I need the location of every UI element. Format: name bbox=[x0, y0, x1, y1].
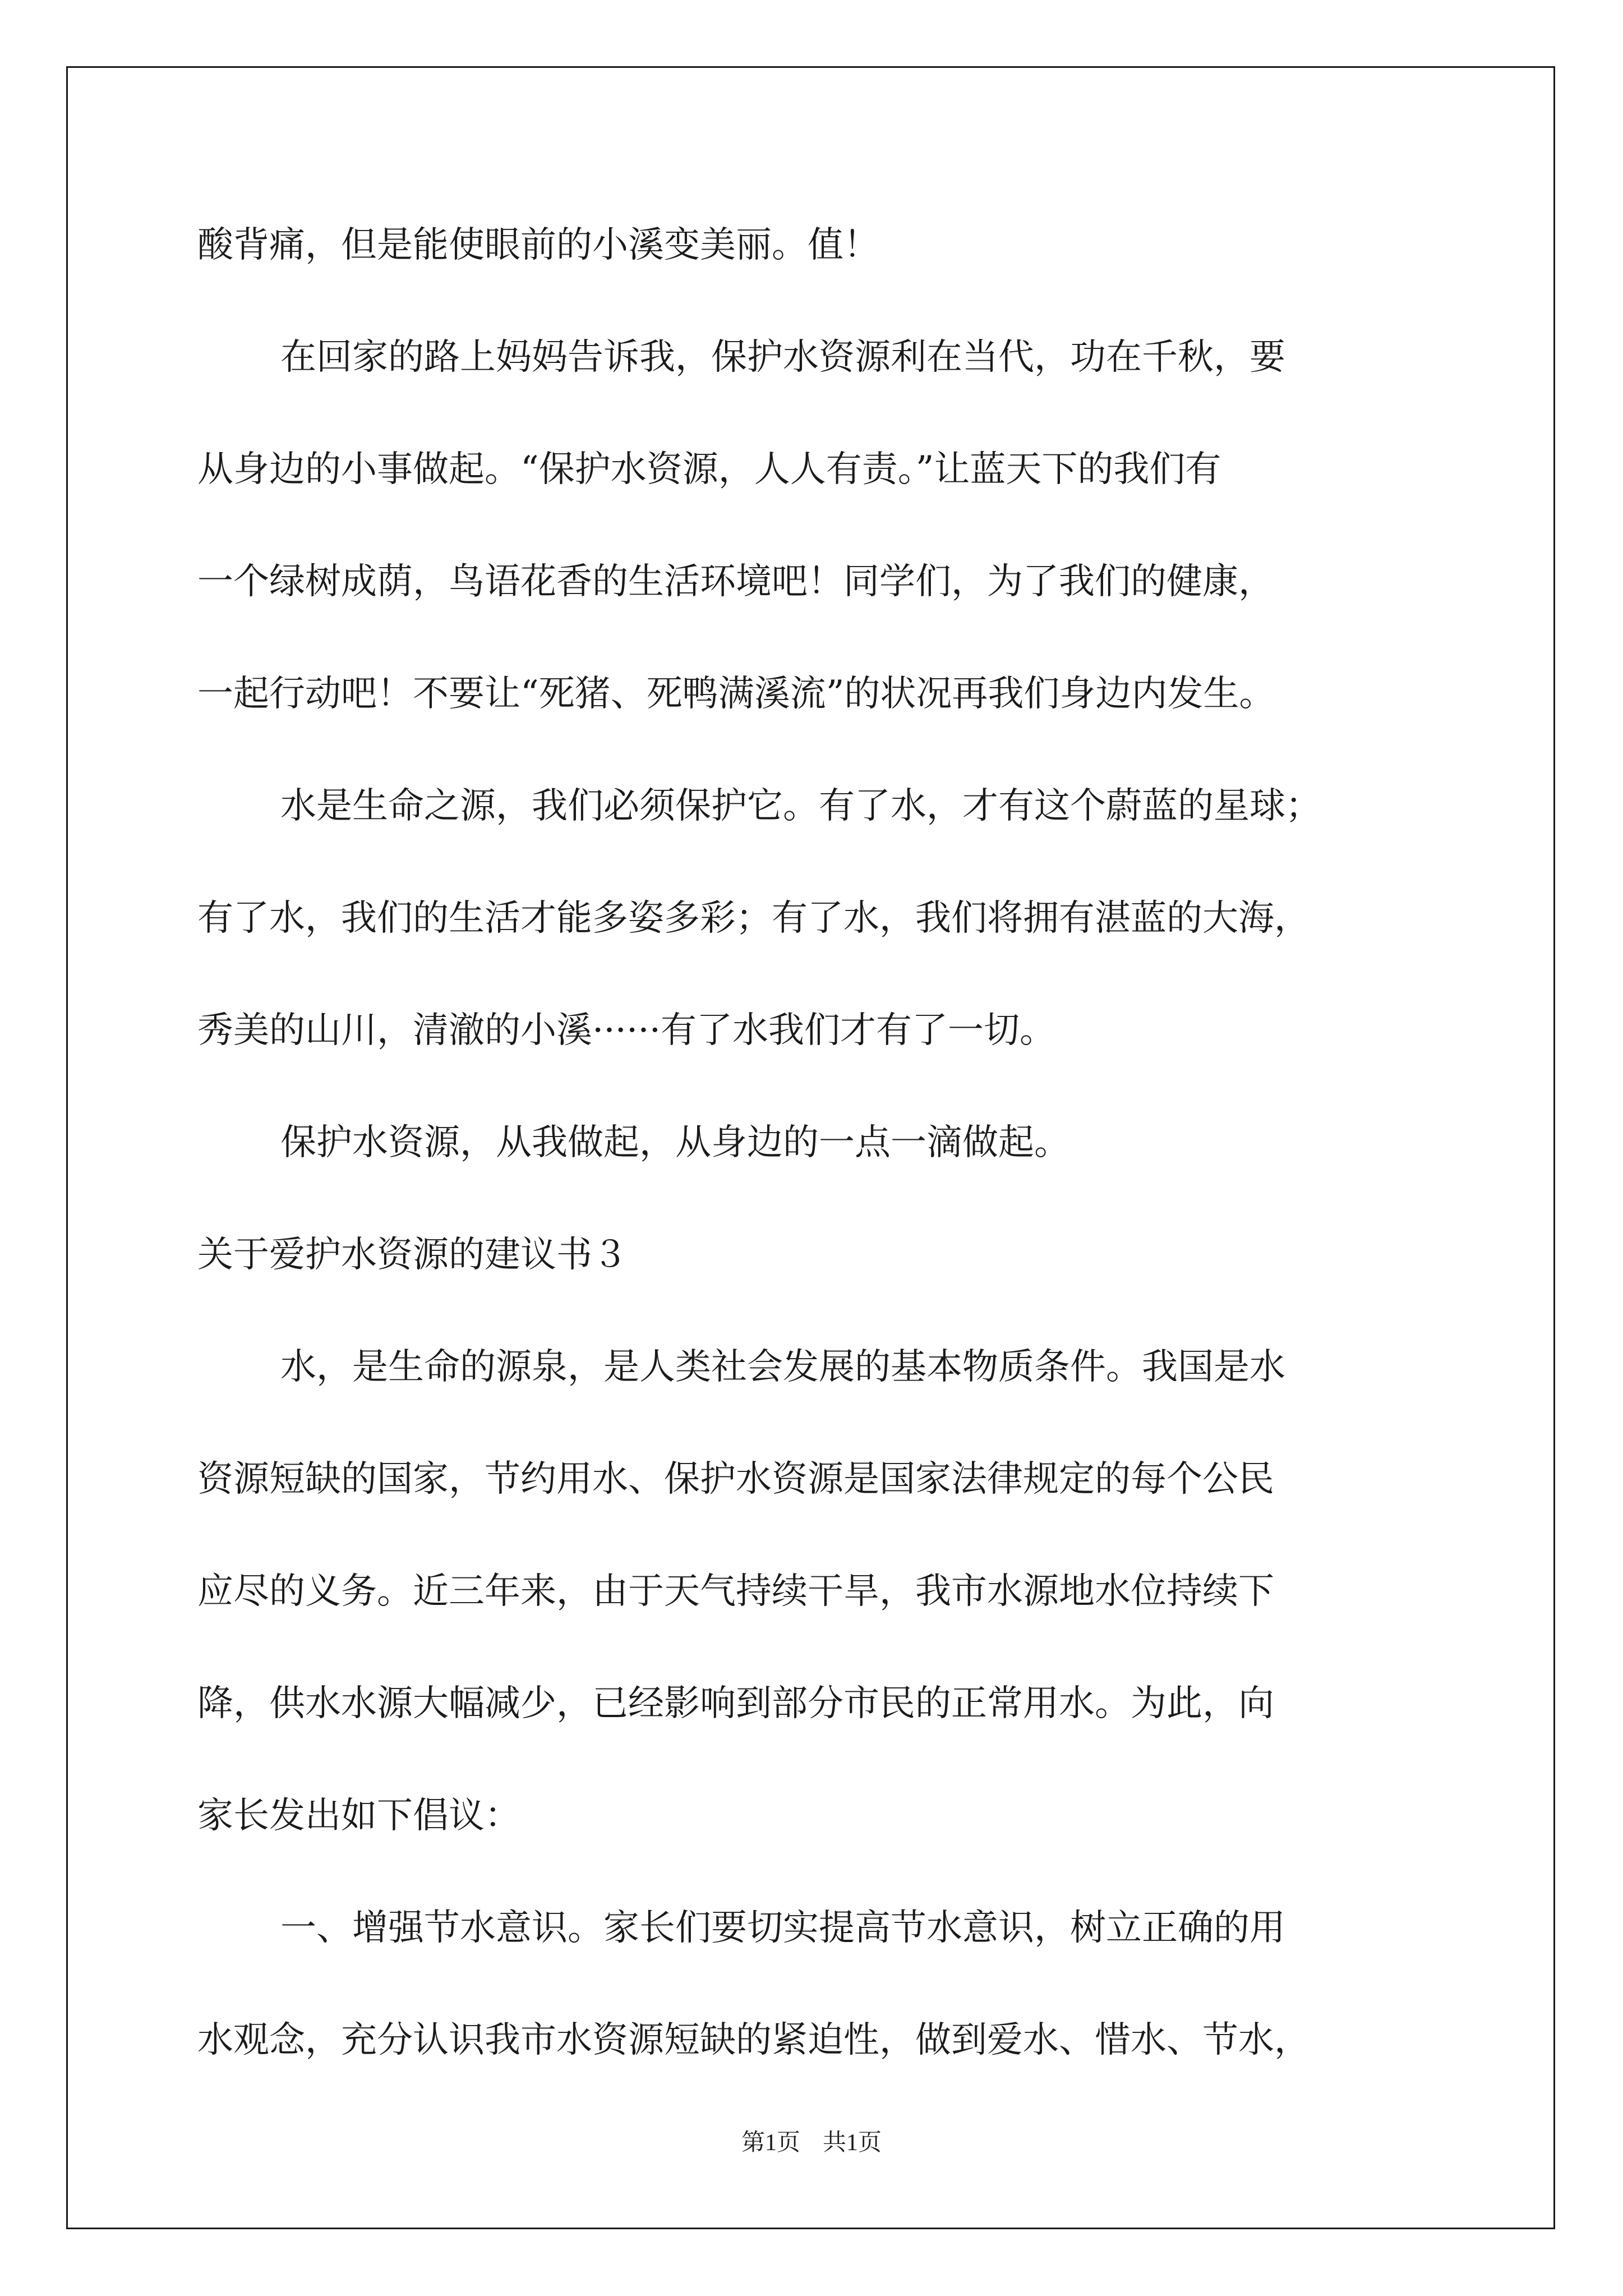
text-line: 一个绿树成荫，鸟语花香的生活环境吧！同学们，为了我们的健康， bbox=[197, 561, 1274, 602]
text-line: 从身边的小事做起。“保护水资源，人人有责。”让蓝天下的我们有 bbox=[197, 449, 1221, 490]
page-total: 共1页 bbox=[823, 2130, 882, 2156]
text-line: 水，是生命的源泉，是人类社会发展的基本物质条件。我国是水 bbox=[280, 1346, 1285, 1388]
text-line: 资源短缺的国家，节约用水、保护水资源是国家法律规定的每个公民 bbox=[197, 1458, 1274, 1500]
text-line: 在回家的路上妈妈告诉我，保护水资源利在当代，功在千秋，要 bbox=[280, 337, 1285, 378]
text-line: 水是生命之源，我们必须保护它。有了水，才有这个蔚蓝的星球； bbox=[280, 785, 1321, 827]
text-line: 应尽的义务。近三年来，由于天气持续干旱，我市水源地水位持续下 bbox=[197, 1571, 1274, 1612]
text-line: 酸背痛，但是能使眼前的小溪变美丽。值！ bbox=[197, 224, 879, 266]
text-line: 降，供水水源大幅减少，已经影响到部分市民的正常用水。为此，向 bbox=[197, 1683, 1274, 1724]
text-line: 一、增强节水意识。家长们要切实提高节水意识，树立正确的用 bbox=[280, 1907, 1285, 1949]
text-line: 家长发出如下倡议： bbox=[197, 1795, 520, 1837]
text-line: 保护水资源，从我做起，从身边的一点一滴做起。 bbox=[280, 1122, 1070, 1163]
page-number: 第1页 bbox=[741, 2130, 800, 2156]
section-heading: 关于爱护水资源的建议书３ bbox=[197, 1234, 628, 1276]
text-line: 有了水，我们的生活才能多姿多彩；有了水，我们将拥有湛蓝的大海， bbox=[197, 898, 1310, 939]
page-footer bbox=[0, 2127, 1623, 2159]
text-line: 水观念，充分认识我市水资源短缺的紧迫性，做到爱水、惜水、节水， bbox=[197, 2019, 1310, 2061]
text-line: 秀美的山川，清澈的小溪······有了水我们才有了一切。 bbox=[197, 1010, 1056, 1051]
text-line: 一起行动吧！不要让“死猪、死鸭满溪流”的状况再我们身边内发生。 bbox=[197, 673, 1275, 715]
